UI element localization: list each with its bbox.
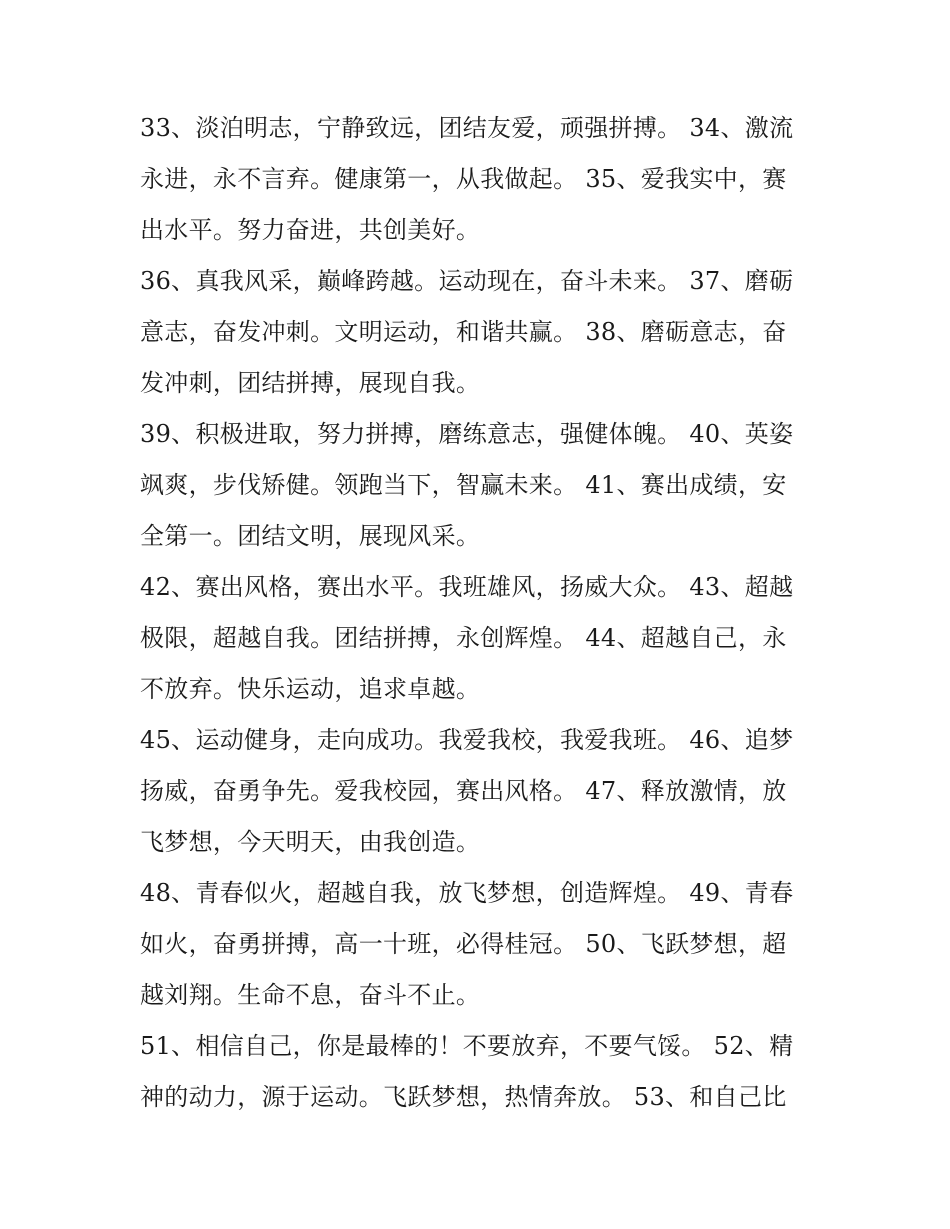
paragraph-slogans-42-44 — [140, 562, 800, 715]
text-line: 45、运动健身，走向成功。我爱我校，我爱我班。 46、追梦 — [140, 726, 794, 754]
text-line: 出水平。努力奋进，共创美好。 — [140, 216, 481, 244]
text-line: 发冲刺，团结拼搏，展现自我。 — [140, 369, 481, 397]
text-line: 飞梦想，今天明天，由我创造。 — [140, 828, 481, 856]
text-line: 飒爽，步伐矫健。领跑当下，智赢未来。 41、赛出成绩，安 — [140, 471, 787, 499]
paragraph-slogans-39-41 — [140, 409, 800, 562]
text-line: 39、积极进取，努力拼搏，磨练意志，强健体魄。 40、英姿 — [140, 420, 794, 448]
text-line: 33、淡泊明志，宁静致远，团结友爱，顽强拼搏。 34、激流 — [140, 114, 794, 142]
text-line: 48、青春似火，超越自我，放飞梦想，创造辉煌。 49、青春 — [140, 879, 794, 907]
paragraph-slogans-51-53 — [140, 1021, 800, 1123]
text-line: 越刘翔。生命不息，奋斗不止。 — [140, 981, 481, 1009]
text-line: 扬威，奋勇争先。爱我校园，赛出风格。 47、释放激情，放 — [140, 777, 787, 805]
text-line: 极限，超越自我。团结拼搏，永创辉煌。 44、超越自己，永 — [140, 624, 787, 652]
text-line: 全第一。团结文明，展现风采。 — [140, 522, 481, 550]
text-line: 意志，奋发冲刺。文明运动，和谐共赢。 38、磨砺意志，奋 — [140, 318, 787, 346]
text-line: 如火，奋勇拼搏，高一十班，必得桂冠。 50、飞跃梦想，超 — [140, 930, 787, 958]
text-line: 神的动力，源于运动。飞跃梦想，热情奔放。 53、和自己比 — [140, 1083, 787, 1111]
paragraph-slogans-48-50 — [140, 868, 800, 1021]
text-line: 42、赛出风格，赛出水平。我班雄风，扬威大众。 43、超越 — [140, 573, 794, 601]
text-line: 永进，永不言弃。健康第一，从我做起。 35、爱我实中，赛 — [140, 165, 787, 193]
paragraph-slogans-36-38 — [140, 256, 800, 409]
text-line: 51、相信自己，你是最棒的！不要放弃，不要气馁。 52、精 — [140, 1032, 794, 1060]
text-line: 不放弃。快乐运动，追求卓越。 — [140, 675, 481, 703]
document-body — [140, 103, 800, 1123]
paragraph-slogans-33-35 — [140, 103, 800, 256]
paragraph-slogans-45-47 — [140, 715, 800, 868]
text-line: 36、真我风采，巅峰跨越。运动现在，奋斗未来。 37、磨砺 — [140, 267, 794, 295]
